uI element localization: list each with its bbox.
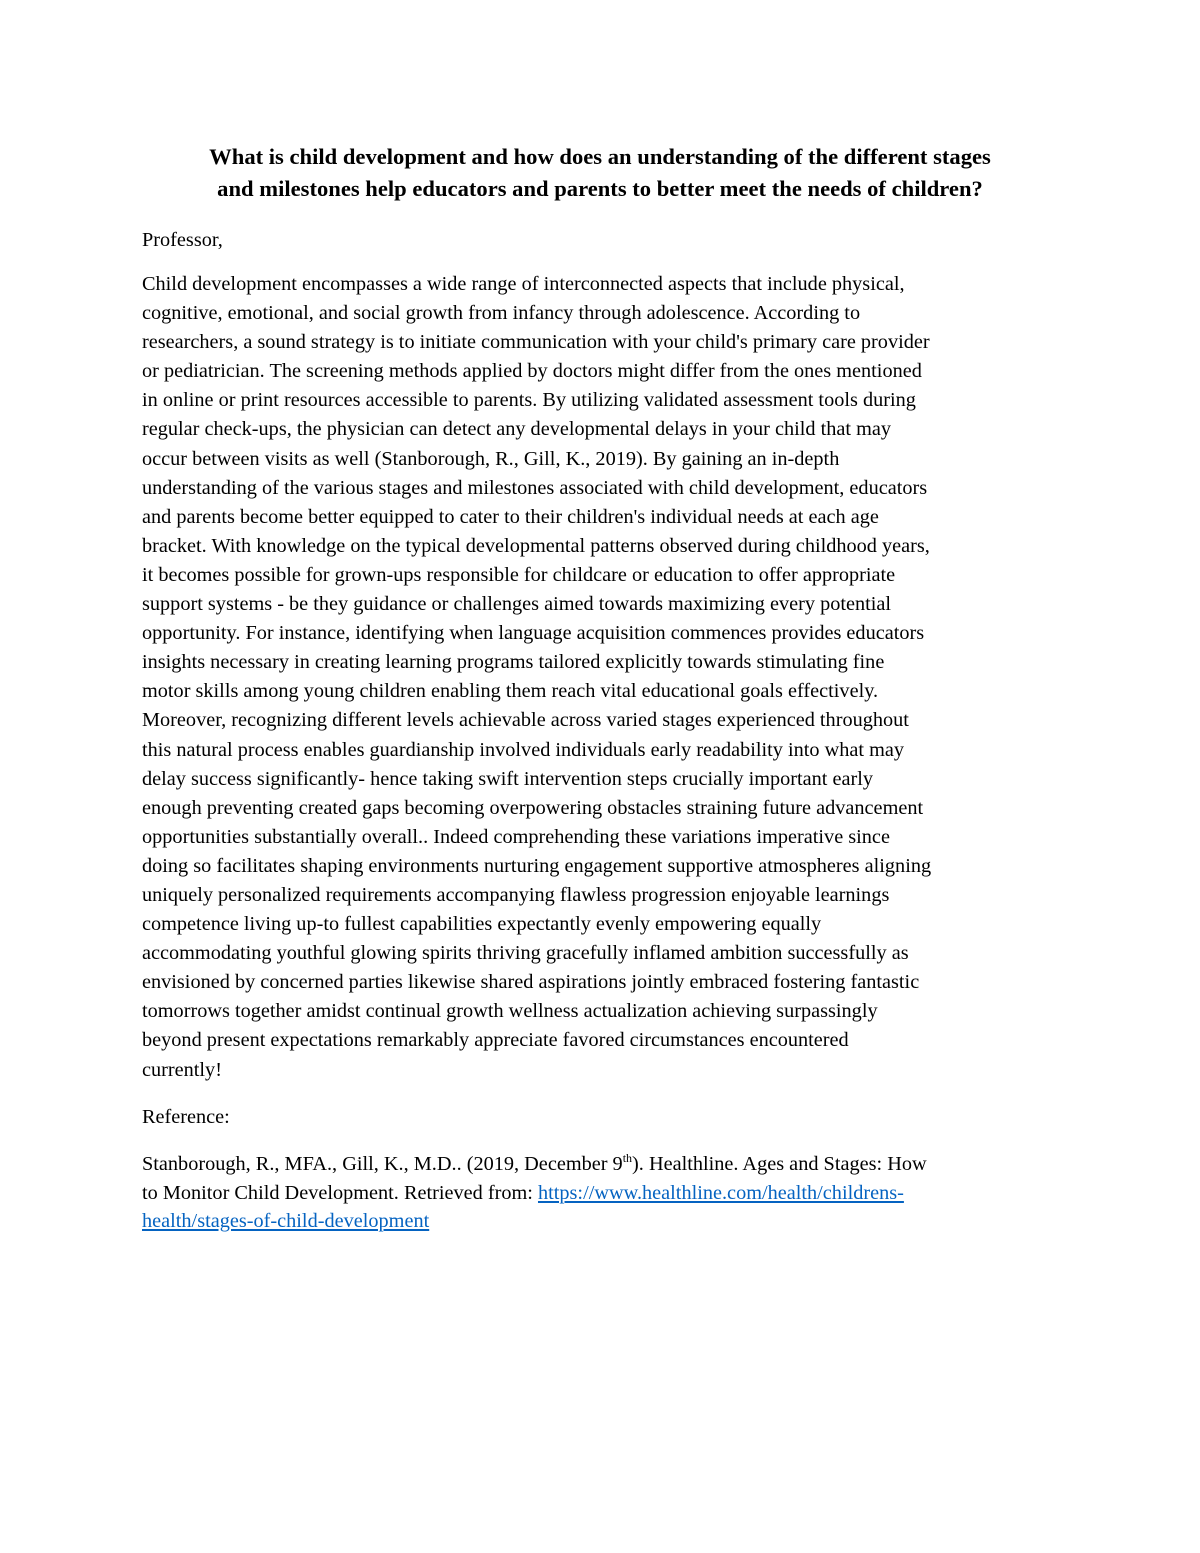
body-line: envisioned by concerned parties likewise shared aspirations jointly embraced fostering fantastic	[142, 971, 920, 994]
body-line: it becomes possible for grown-ups responsible for childcare or education to offer appropriate	[142, 563, 896, 586]
ordinal-suffix: th	[622, 1151, 633, 1166]
body-line: currently!	[142, 1058, 222, 1081]
body-line: support systems - be they guidance or challenges aimed towards maximizing every potential	[142, 593, 892, 616]
reference-entry	[142, 1150, 1082, 1236]
title-line: and milestones help educators and parents to better meet the needs of children?	[217, 176, 983, 201]
reference-text: Stanborough, R., MFA., Gill, K., M.D.. (2019, December 9	[142, 1153, 623, 1175]
reference-link[interactable]: https://www.healthline.com/health/childrens-	[537, 1181, 904, 1204]
body-line: occur between visits as well (Stanborough, R., Gill, K., 2019). By gaining an in-depth	[142, 447, 840, 470]
body-line: understanding of the various stages and milestones associated with child development, educators	[142, 476, 928, 499]
body-line: Child development encompasses a wide range of interconnected aspects that include physical,	[142, 273, 905, 295]
reference-line	[142, 1207, 1082, 1236]
reference-link[interactable]: health/stages-of-child-development	[142, 1210, 430, 1232]
body-line: cognitive, emotional, and social growth from infancy through adolescence. According to	[142, 302, 861, 325]
reference-line	[142, 1179, 1082, 1208]
body-line: enough preventing created gaps becoming overpowering obstacles straining future advancement	[142, 796, 924, 819]
body-line: regular check-ups, the physician can detect any developmental delays in your child that may	[142, 418, 892, 441]
title-line: What is child development and how does an understanding of the different stages	[209, 144, 991, 169]
salutation: Professor,	[142, 229, 223, 251]
body-line: delay success significantly- hence taking swift intervention steps crucially important early	[142, 767, 874, 790]
body-line: accommodating youthful glowing spirits thriving gracefully inflamed ambition successfully as	[142, 942, 909, 965]
body-line: beyond present expectations remarkably appreciate favored circumstances encountered	[142, 1029, 849, 1052]
body-line: tomorrows together amidst continual growth wellness actualization achieving surpassingly	[142, 1000, 878, 1023]
body-line: uniquely personalized requirements accompanying flawless progression enjoyable learnings	[142, 883, 890, 906]
body-line: Moreover, recognizing different levels achievable across varied stages experienced throughout	[142, 709, 909, 732]
reference-text: ). Healthline. Ages and Stages: How	[632, 1153, 927, 1175]
body-line: researchers, a sound strategy is to initiate communication with your child's primary care provider	[142, 331, 930, 354]
body-line: this natural process enables guardianship involved individuals early readability into what may	[142, 738, 905, 761]
body-line: insights necessary in creating learning programs tailored explicitly towards stimulating fine	[142, 651, 885, 674]
reference-heading: Reference:	[142, 1106, 230, 1128]
reference-text: to Monitor Child Development. Retrieved from:	[142, 1181, 538, 1204]
body-line: or pediatrician. The screening methods applied by doctors might differ from the ones mentioned	[142, 360, 922, 383]
body-line: and parents become better equipped to cater to their children's individual needs at each age	[142, 505, 879, 528]
body-line: opportunities substantially overall.. Indeed comprehending these variations imperative since	[142, 825, 890, 848]
body-line: opportunity. For instance, identifying when language acquisition commences provides educators	[142, 622, 925, 645]
body-line: competence living up-to fullest capabilities expectantly evenly empowering equally	[142, 913, 822, 936]
body-line: doing so facilitates shaping environments nurturing engagement supportive atmospheres aligning	[142, 854, 932, 877]
body-paragraph	[142, 270, 1082, 1085]
document-title	[130, 141, 1070, 205]
body-line: in online or print resources accessible to parents. By utilizing validated assessment tools during	[142, 389, 916, 412]
body-line: motor skills among young children enabling them reach vital educational goals effectively.	[142, 680, 879, 703]
body-line: bracket. With knowledge on the typical developmental patterns observed during childhood years,	[142, 534, 930, 557]
reference-line	[142, 1150, 1082, 1179]
